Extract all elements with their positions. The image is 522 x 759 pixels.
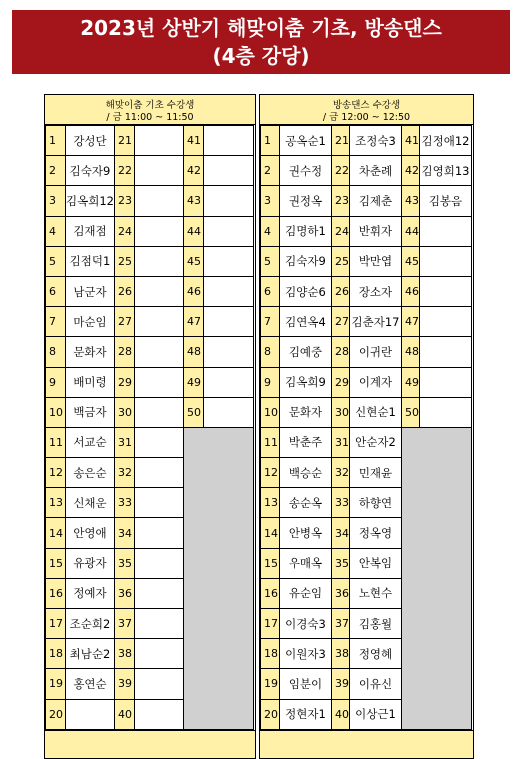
student-name: 송은순 — [66, 458, 115, 488]
table-row — [46, 126, 254, 156]
student-name: 정예자 — [66, 578, 115, 608]
student-name: 정옥영 — [350, 518, 402, 548]
seat-number: 10 — [46, 397, 66, 427]
seat-number: 28 — [332, 337, 350, 367]
seat-number: 20 — [261, 699, 280, 729]
student-name — [135, 126, 184, 156]
table-row — [46, 397, 254, 427]
student-name: 이유신 — [350, 669, 402, 699]
roster-header-time: / 금 11:00 ~ 11:50 — [106, 112, 194, 123]
student-name: 백승순 — [280, 458, 332, 488]
table-row — [261, 186, 472, 216]
seat-number: 7 — [46, 307, 66, 337]
student-name: 백금자 — [66, 397, 115, 427]
student-name: 조정숙3 — [350, 126, 402, 156]
student-name: 배미령 — [66, 367, 115, 397]
table-row — [261, 337, 472, 367]
seat-number: 36 — [115, 578, 135, 608]
seat-number: 19 — [46, 669, 66, 699]
student-name: 김양순6 — [280, 276, 332, 306]
seat-number: 8 — [261, 337, 280, 367]
student-name: 김춘자17 — [350, 307, 402, 337]
student-name: 김예중 — [280, 337, 332, 367]
student-name — [420, 246, 472, 276]
student-name: 안순자2 — [350, 427, 402, 457]
seat-number: 44 — [184, 216, 204, 246]
seat-number: 37 — [115, 609, 135, 639]
seat-number: 30 — [115, 397, 135, 427]
table-row — [46, 276, 254, 306]
seat-number: 4 — [46, 216, 66, 246]
student-name: 신현순1 — [350, 397, 402, 427]
seat-number: 11 — [261, 427, 280, 457]
seat-number: 33 — [332, 488, 350, 518]
student-name — [204, 156, 254, 186]
student-name — [420, 307, 472, 337]
seat-number: 38 — [332, 639, 350, 669]
roster-header — [260, 95, 473, 125]
roster-footer — [260, 730, 473, 758]
seat-number: 26 — [332, 276, 350, 306]
seat-number: 41 — [402, 126, 420, 156]
student-name — [204, 126, 254, 156]
seat-number: 15 — [46, 548, 66, 578]
student-name — [204, 307, 254, 337]
student-name: 하향연 — [350, 488, 402, 518]
student-name: 노현수 — [350, 578, 402, 608]
student-name — [204, 337, 254, 367]
seat-number: 27 — [115, 307, 135, 337]
seat-number: 49 — [184, 367, 204, 397]
seat-number: 22 — [332, 156, 350, 186]
seat-number: 42 — [402, 156, 420, 186]
seat-number: 17 — [46, 609, 66, 639]
seat-number: 9 — [261, 367, 280, 397]
student-name: 신채운 — [66, 488, 115, 518]
table-row — [261, 397, 472, 427]
seat-number: 48 — [184, 337, 204, 367]
seat-number: 6 — [46, 276, 66, 306]
student-name — [420, 337, 472, 367]
seat-number: 5 — [46, 246, 66, 276]
seat-number: 36 — [332, 578, 350, 608]
student-name: 임분이 — [280, 669, 332, 699]
seat-number: 46 — [402, 276, 420, 306]
seat-number: 9 — [46, 367, 66, 397]
seat-number: 50 — [184, 397, 204, 427]
seat-number: 35 — [332, 548, 350, 578]
student-name: 김정애12 — [420, 126, 472, 156]
roster-table — [260, 125, 472, 730]
seat-number: 31 — [332, 427, 350, 457]
student-name — [135, 367, 184, 397]
student-name — [135, 639, 184, 669]
student-name: 김홍월 — [350, 609, 402, 639]
seat-number: 43 — [402, 186, 420, 216]
seat-number: 30 — [332, 397, 350, 427]
student-name — [204, 246, 254, 276]
seat-number: 18 — [46, 639, 66, 669]
seat-number: 25 — [332, 246, 350, 276]
table-row — [261, 156, 472, 186]
student-name — [204, 186, 254, 216]
table-row — [261, 276, 472, 306]
class-roster-dance — [259, 94, 474, 759]
seat-number: 12 — [46, 458, 66, 488]
seat-number: 40 — [332, 699, 350, 729]
seat-number: 19 — [261, 669, 280, 699]
seat-number: 13 — [46, 488, 66, 518]
seat-number: 47 — [184, 307, 204, 337]
seat-number: 5 — [261, 246, 280, 276]
student-name: 우매옥 — [280, 548, 332, 578]
seat-number: 29 — [332, 367, 350, 397]
student-name — [66, 699, 115, 729]
title-line-2: (4층 강당) — [212, 44, 310, 68]
seat-number: 12 — [261, 458, 280, 488]
seat-number: 21 — [115, 126, 135, 156]
roster-table — [45, 125, 254, 730]
table-row — [46, 216, 254, 246]
seat-number: 17 — [261, 609, 280, 639]
student-name — [135, 276, 184, 306]
student-name — [204, 397, 254, 427]
student-name: 김연옥4 — [280, 307, 332, 337]
seat-number: 38 — [115, 639, 135, 669]
seat-number: 4 — [261, 216, 280, 246]
student-name: 김옥희9 — [280, 367, 332, 397]
seat-number: 26 — [115, 276, 135, 306]
student-name: 민재윤 — [350, 458, 402, 488]
student-name: 공옥순1 — [280, 126, 332, 156]
table-row — [261, 246, 472, 276]
seat-number: 6 — [261, 276, 280, 306]
student-name — [135, 427, 184, 457]
seat-number: 21 — [332, 126, 350, 156]
seat-number: 3 — [46, 186, 66, 216]
student-name: 이경숙3 — [280, 609, 332, 639]
student-name: 김제춘 — [350, 186, 402, 216]
seat-number: 18 — [261, 639, 280, 669]
student-name — [420, 276, 472, 306]
student-name: 문화자 — [66, 337, 115, 367]
student-name: 강성단 — [66, 126, 115, 156]
seat-number: 16 — [46, 578, 66, 608]
student-name — [135, 548, 184, 578]
table-row — [46, 307, 254, 337]
seat-number: 2 — [46, 156, 66, 186]
student-name: 김재점 — [66, 216, 115, 246]
student-name: 김숙자9 — [66, 156, 115, 186]
seat-number: 49 — [402, 367, 420, 397]
student-name: 김명하1 — [280, 216, 332, 246]
student-name: 조순희2 — [66, 609, 115, 639]
table-row — [261, 367, 472, 397]
seat-number: 37 — [332, 609, 350, 639]
student-name — [135, 669, 184, 699]
seat-number: 44 — [402, 216, 420, 246]
student-name: 박춘주 — [280, 427, 332, 457]
seat-number: 29 — [115, 367, 135, 397]
seat-number: 33 — [115, 488, 135, 518]
student-name: 김영희13 — [420, 156, 472, 186]
class-roster-basic — [44, 94, 256, 759]
student-name: 김옥희12 — [66, 186, 115, 216]
seat-number: 34 — [332, 518, 350, 548]
table-row — [261, 427, 472, 457]
seat-number: 14 — [46, 518, 66, 548]
seat-number: 1 — [261, 126, 280, 156]
seat-number: 11 — [46, 427, 66, 457]
seat-number: 7 — [261, 307, 280, 337]
seat-number: 31 — [115, 427, 135, 457]
student-name: 이상근1 — [350, 699, 402, 729]
seat-number: 47 — [402, 307, 420, 337]
seat-number: 45 — [402, 246, 420, 276]
student-name: 안복임 — [350, 548, 402, 578]
table-row — [46, 186, 254, 216]
seat-number: 32 — [332, 458, 350, 488]
student-name — [135, 609, 184, 639]
seat-number: 24 — [332, 216, 350, 246]
student-name — [135, 216, 184, 246]
student-name: 장소자 — [350, 276, 402, 306]
student-name: 유순임 — [280, 578, 332, 608]
student-name — [135, 518, 184, 548]
seat-number: 40 — [115, 699, 135, 729]
student-name: 안영애 — [66, 518, 115, 548]
seat-number: 2 — [261, 156, 280, 186]
seat-number: 39 — [332, 669, 350, 699]
seat-number: 34 — [115, 518, 135, 548]
student-name: 이계자 — [350, 367, 402, 397]
unused-block — [402, 427, 472, 729]
student-name: 송순옥 — [280, 488, 332, 518]
seat-number: 28 — [115, 337, 135, 367]
student-name — [135, 578, 184, 608]
student-name: 김숙자9 — [280, 246, 332, 276]
roster-header — [45, 95, 255, 125]
student-name — [420, 216, 472, 246]
roster-header-title: 해맞이춤 기초 수강생 — [105, 100, 195, 111]
page-title — [12, 10, 510, 74]
student-name: 서교순 — [66, 427, 115, 457]
roster-header-time: / 금 12:00 ~ 12:50 — [322, 112, 411, 123]
student-name: 이귀란 — [350, 337, 402, 367]
seat-number: 35 — [115, 548, 135, 578]
student-name: 권수정 — [280, 156, 332, 186]
seat-number: 41 — [184, 126, 204, 156]
seat-number: 15 — [261, 548, 280, 578]
student-name: 박만엽 — [350, 246, 402, 276]
seat-number: 22 — [115, 156, 135, 186]
student-name: 김점덕1 — [66, 246, 115, 276]
roster-footer — [45, 730, 255, 758]
table-row — [261, 126, 472, 156]
seat-number: 20 — [46, 699, 66, 729]
student-name — [204, 367, 254, 397]
student-name — [135, 397, 184, 427]
seat-number: 42 — [184, 156, 204, 186]
student-name: 김봉음 — [420, 186, 472, 216]
student-name: 차춘례 — [350, 156, 402, 186]
seat-number: 8 — [46, 337, 66, 367]
seat-number: 3 — [261, 186, 280, 216]
seat-number: 23 — [332, 186, 350, 216]
student-name — [204, 216, 254, 246]
seat-number: 1 — [46, 126, 66, 156]
student-name: 반휘자 — [350, 216, 402, 246]
seat-number: 39 — [115, 669, 135, 699]
student-name — [135, 337, 184, 367]
student-name — [135, 307, 184, 337]
student-name — [204, 276, 254, 306]
student-name — [135, 156, 184, 186]
student-name — [135, 186, 184, 216]
seat-number: 27 — [332, 307, 350, 337]
student-name: 최남순2 — [66, 639, 115, 669]
student-name: 마순임 — [66, 307, 115, 337]
roster-header-title: 방송댄스 수강생 — [332, 100, 401, 111]
student-name: 정현자1 — [280, 699, 332, 729]
seat-number: 32 — [115, 458, 135, 488]
seat-number: 48 — [402, 337, 420, 367]
student-name — [135, 246, 184, 276]
student-name: 이원자3 — [280, 639, 332, 669]
student-name: 권정옥 — [280, 186, 332, 216]
seat-number: 23 — [115, 186, 135, 216]
seat-number: 14 — [261, 518, 280, 548]
student-name — [420, 367, 472, 397]
table-row — [261, 307, 472, 337]
seat-number: 45 — [184, 246, 204, 276]
table-row — [46, 156, 254, 186]
student-name: 홍연순 — [66, 669, 115, 699]
table-row — [46, 427, 254, 457]
seat-number: 25 — [115, 246, 135, 276]
student-name — [135, 458, 184, 488]
seat-number: 50 — [402, 397, 420, 427]
seat-number: 43 — [184, 186, 204, 216]
table-row — [46, 246, 254, 276]
student-name: 정영혜 — [350, 639, 402, 669]
student-name — [420, 397, 472, 427]
seat-number: 10 — [261, 397, 280, 427]
table-row — [46, 337, 254, 367]
seat-number: 16 — [261, 578, 280, 608]
table-row — [46, 367, 254, 397]
seat-number: 13 — [261, 488, 280, 518]
student-name: 남군자 — [66, 276, 115, 306]
student-name — [135, 488, 184, 518]
seat-number: 46 — [184, 276, 204, 306]
table-row — [261, 216, 472, 246]
student-name — [135, 699, 184, 729]
title-line-1: 2023년 상반기 해맞이춤 기초, 방송댄스 — [80, 16, 442, 40]
student-name: 문화자 — [280, 397, 332, 427]
seat-number: 24 — [115, 216, 135, 246]
student-name: 안병옥 — [280, 518, 332, 548]
unused-block — [184, 427, 254, 729]
student-name: 유광자 — [66, 548, 115, 578]
